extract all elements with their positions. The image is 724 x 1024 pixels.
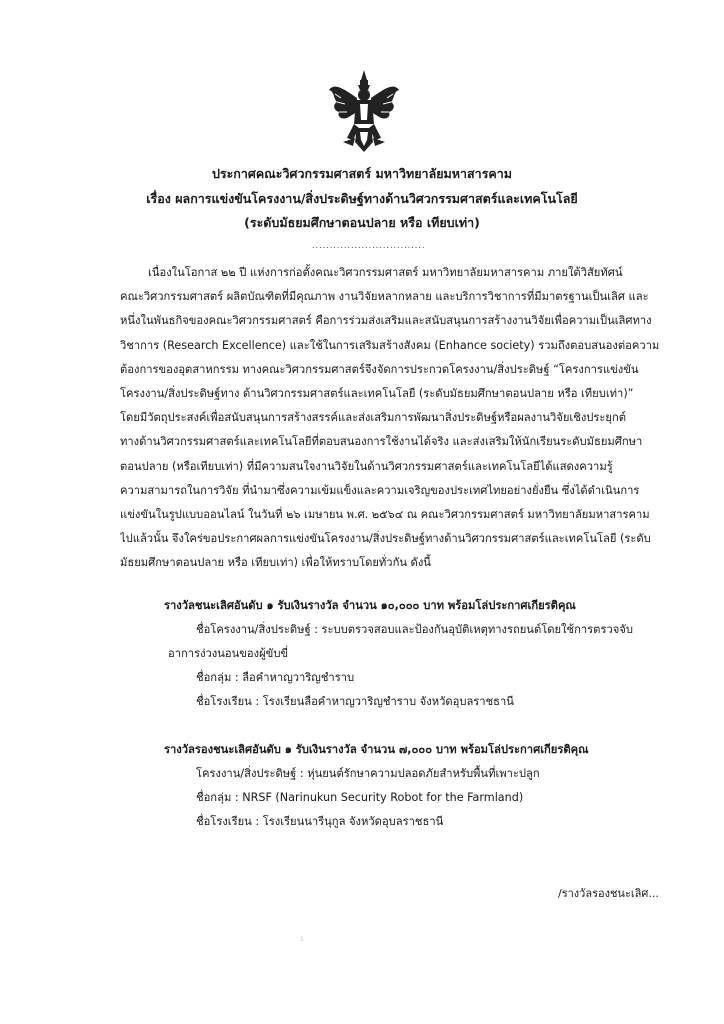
announcement-subject: เรื่อง ผลการแข่งขันโครงงาน/สิ่งประดิษฐ์ทางด้านวิศวกรรมศาสตร์และเทคโนโลยี — [146, 191, 578, 206]
award-school: ชื่อโรงเรียน : โรงเรียนนารีนุกูล จังหวัดอุบลราชธานี — [196, 815, 444, 828]
award-group: ชื่อกลุ่ม : NRSF (Narinukun Security Robot for the Farmland) — [196, 791, 524, 804]
body-line: มัธยมศึกษาตอนปลาย หรือ เทียบเท่า) เพื่อให้ทราบโดยทั่วกัน ดังนี้ — [120, 556, 431, 570]
announcement-level: (ระดับมัธยมศึกษาตอนปลาย หรือ เทียบเท่า) — [244, 215, 480, 230]
award-school: ชื่อโรงเรียน : โรงเรียนลือคำหาญวาริญชำราบ จังหวัดอุบลราชธานี — [196, 695, 514, 708]
continuation-note: /รางวัลรองชนะเลิศ... — [558, 887, 659, 900]
award-project: ชื่อโครงงาน/สิ่งประดิษฐ์ : ระบบตรวจสอบและป้องกันอุบัติเหตุทางรถยนต์โดยใช้การตรวจจับ — [196, 623, 633, 636]
body-line: หนึ่งในพันธกิจของคณะวิศวกรรมศาสตร์ คือการร่วมส่งเสริมและสนับสนุนการสร้างงานวิจัยเพื่อความเป็นเลิศทาง — [120, 314, 652, 328]
award-runner-up — [120, 738, 660, 834]
announcement-title: ประกาศคณะวิศวกรรมศาสตร์ มหาวิทยาลัยมหาสารคาม — [211, 166, 513, 181]
garuda-emblem-icon — [327, 68, 401, 154]
body-line: ตอนปลาย (หรือเทียบเท่า) ที่มีความสนใจงานวิจัยในด้านวิศวกรรมศาสตร์และเทคโนโลยีได้แสดงความรู้ — [120, 459, 613, 473]
body-line: ไปแล้วนั้น จึงใคร่ขอประกาศผลการแข่งขันโครงงาน/สิ่งประดิษฐ์ทางด้านวิศวกรรมศาสตร์และเทคโนโลยี (ระดับ — [120, 532, 651, 546]
body-line: ต้องการของอุตสาหกรรม ทางคณะวิศวกรรมศาสตร์จึงจัดการประกวดโครงงาน/สิ่งประดิษฐ์ “โครงการแข่งขัน — [120, 362, 639, 376]
body-line: ความสามารถในการวิจัย ที่นำมาซึ่งความเข้มแข็งและความเจริญของประเทศไทยอย่างยั่งยืน ซึ่งได้ดำเนินการ — [120, 483, 640, 497]
award-heading: รางวัลรองชนะเลิศอันดับ ๑ รับเงินรางวัล จำนวน ๗,๐๐๐ บาท พร้อมโล่ประกาศเกียรติคุณ — [164, 743, 589, 756]
award-project: โครงงาน/สิ่งประดิษฐ์ : หุ่นยนต์รักษาความปลอดภัยสำหรับพื้นที่เพาะปลูก — [196, 767, 540, 780]
page-folio: 1 — [300, 936, 304, 943]
announcement-body — [120, 261, 660, 576]
award-first-place — [120, 594, 660, 714]
body-line: เนื่องในโอกาส ๒๒ ปี แห่งการก่อตั้งคณะวิศวกรรมศาสตร์ มหาวิทยาลัยมหาสารคาม ภายใต้วิสัยทัศน์ — [148, 266, 623, 279]
body-line: คณะวิศวกรรมศาสตร์ ผลิตบัณฑิตที่มีคุณภาพ งานวิจัยหลากหลาย และบริการวิชาการที่มีมาตรฐานเป็นเลิศ และ — [120, 290, 649, 304]
award-project-continued: อาการง่วงนอนของผู้ขับขี่ — [168, 647, 289, 660]
title-separator: ................................ — [312, 241, 426, 250]
award-heading: รางวัลชนะเลิศอันดับ ๑ รับเงินรางวัล จำนวน ๑๐,๐๐๐ บาท พร้อมโล่ประกาศเกียรติคุณ — [164, 599, 576, 612]
body-line: ทางด้านวิศวกรรมศาสตร์และเทคโนโลยีที่ตอบสนองการใช้งานได้จริง และส่งเสริมให้นักเรียนระดับมัธยมศึกษา — [120, 435, 643, 449]
body-line: โดยมีวัตถุประสงค์เพื่อสนับสนุนการสร้างสรรค์และส่งเสริมการพัฒนาสิ่งประดิษฐ์หรือผลงานวิจัยเชิงประยุกต์ — [120, 411, 627, 425]
body-line: โครงงาน/สิ่งประดิษฐ์ทาง ด้านวิศวกรรมศาสตร์และเทคโนโลยี (ระดับมัธยมศึกษาตอนปลาย หรือ เทียบเท่า)” — [120, 387, 634, 401]
body-line: วิชาการ (Research Excellence) และใช้ในการเสริมสร้างสังคม (Enhance society) รวมถึงตอบสนองต่อความ — [120, 338, 660, 352]
award-group: ชื่อกลุ่ม : ลือคำหาญวาริญชำราบ — [196, 671, 355, 684]
body-line: แข่งขันในรูปแบบออนไลน์ ในวันที่ ๒๖ เมษายน พ.ศ. ๒๕๖๔ ณ คณะวิศวกรรมศาสตร์ มหาวิทยาลัยมหาสารคาม — [120, 508, 650, 522]
